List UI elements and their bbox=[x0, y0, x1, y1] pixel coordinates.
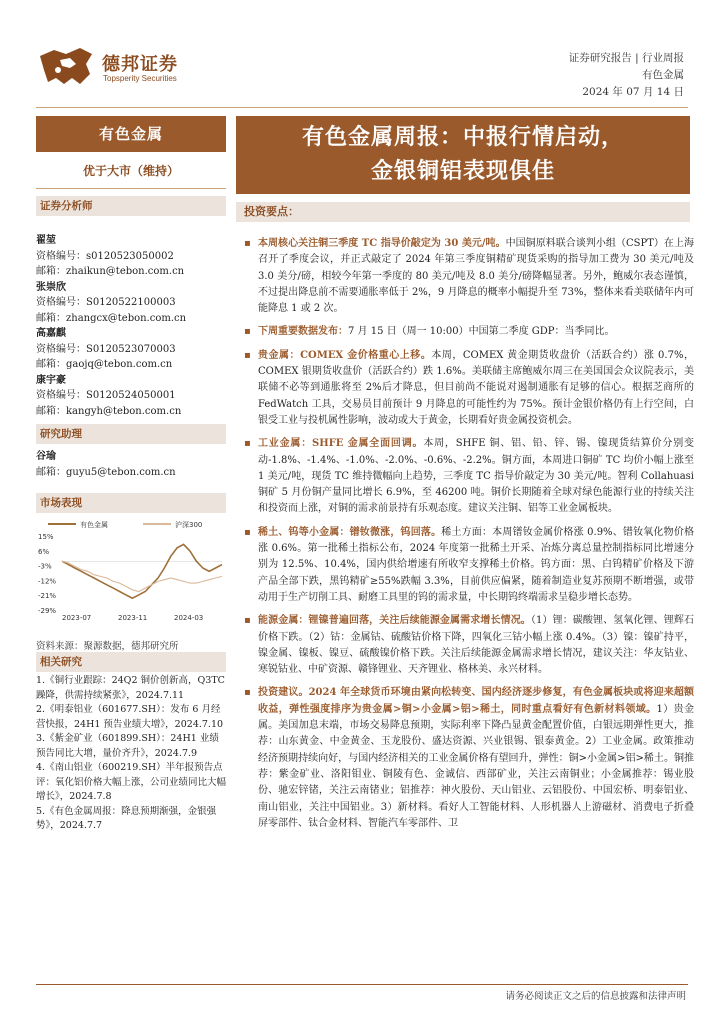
report-title bbox=[236, 116, 690, 194]
research-item[interactable]: 5.《有色金属周报：降息预期渐强，金银强势》，2024.7.7 bbox=[36, 805, 217, 831]
key-point-text: 1）贵金属。美国加息末端，市场交易降息预期，实际利率下降凸显黄金配置价值，白银远期弹性更大，推荐：山东黄金、中金黄金、玉龙股份、盛达资源、兴业银锡、银泰黄金。2）工业金属。政策推动经济预期持续向好，与国内经济相关的工业金属价格有望回升，弹性：铜>小金属>铝>稀土。铜推荐：紫金矿业、洛阳钼业、铜陵有色、金诚信、西部矿业，关注云南铜业；小金属推荐：锡业股份、驰宏锌锗，关注云南锗业；铝推荐：神火股份、天山铝业、云铝股份、中国宏桥、明泰铝业、南山铝业，关注中国铝业。3）新材料。看好人工智能材料、人形机器人上游磁材、消费电子折叠屏零部件、钛合金材料、智能汽车零部件、卫 bbox=[258, 703, 694, 829]
key-point-heading: 投资建议。2024 年全球货币环境由紧向松转变、国内经济逐步修复，有色金属板块或将迎来超额收益，弹性强度排序为贵金属>铜>小金属>铝>稀土，同时重点看好有色新材料领域。 bbox=[258, 687, 694, 715]
x-tick-label: 2023-11 bbox=[118, 614, 148, 622]
series-line bbox=[62, 561, 222, 591]
analyst-section-head: 证券分析师 bbox=[36, 196, 226, 216]
y-tick-label: 6% bbox=[38, 547, 50, 556]
analyst bbox=[36, 373, 228, 420]
related-research-list bbox=[36, 674, 228, 834]
key-point-text: （1）锂：碳酸锂、氢氧化锂、锂辉石价格下跌。（2）钴：金属钴、硫酸钴价格下降，四氧化三钴小幅上涨 0.4%。（3）镍：镍矿持平，镍金属、镍板、镍豆、硫酸镍价格下跌。关注后续能源金属需求增长情况，建议关注：华友钴业、寒锐钴业、中矿资源、赣锋锂业、天齐锂业、格林美、永兴材料。 bbox=[258, 615, 694, 676]
key-point-text: 本周，SHFE 铜、铝、铅、锌、锡、镍现货结算价分别变动-1.8%、-1.4%、-1.0%、-2.0%、-0.6%、-2.2%。铜方面，本周进口铜矿 TC 均价小幅上涨至 1 美元/吨，现货 TC 维持微幅向上趋势，三季度 TC 指导价敲定为 30 美元/吨。智利 Collahuasi 铜矿 5 月份铜产量同比增长 6.9%，至 46200 吨。铜价长期随着全球对绿色能源行业的持续关注和投资而上涨，对铜的需求前景持有乐观态度。建议关注铜、铝等工业金属板块。 bbox=[258, 438, 694, 515]
y-tick-label: -29% bbox=[38, 607, 57, 615]
legend-label: 有色金属 bbox=[80, 521, 108, 529]
footer-divider bbox=[36, 984, 688, 985]
key-point bbox=[244, 236, 694, 317]
brand-name-en: Topsperity Securities bbox=[103, 74, 177, 83]
key-point bbox=[244, 436, 694, 517]
analyst-name: 张崇欣 bbox=[36, 281, 66, 293]
analyst-name: 翟堃 bbox=[36, 235, 56, 246]
analyst-cert: 资格编号：S0120523070003 bbox=[36, 343, 176, 355]
analyst-email[interactable]: 邮箱：zhaikun@tebon.com.cn bbox=[36, 266, 185, 277]
title-line-2: 金银铜铝表现俱佳 bbox=[370, 158, 555, 184]
report-type: 证券研究报告 | 行业周报 bbox=[568, 52, 684, 64]
key-point bbox=[244, 348, 694, 429]
report-meta bbox=[569, 50, 684, 101]
disclaimer-note: 请务必阅读正文之后的信息披露和法律声明 bbox=[505, 991, 686, 1002]
y-tick-label: -12% bbox=[38, 577, 57, 586]
analyst-email[interactable]: 邮箱：zhangcx@tebon.com.cn bbox=[36, 312, 187, 324]
key-point-heading: 稀土、钨等小金属：镨钕微涨，钨回落。 bbox=[258, 526, 442, 538]
research-item[interactable]: 4.《南山铝业（600219.SH）半年报预告点评：氧化铝价格大幅上涨，公司业绩同比大幅增长》，2024.7.8 bbox=[36, 762, 227, 802]
brand-name-cn: 德邦证券 bbox=[102, 54, 178, 75]
key-point-text: 中国铜原料联合谈判小组（CSPT）在上海召开了季度会议，并正式敲定了 2024 年第三季度铜精矿现货采购的指导加工费为 30 美元/吨及 3.0 美分/磅，相较今年第一季度的 80 美元/吨及 8.0 美分/磅降幅显著。另外，鲍威尔表态谨慎，不过提出降息前不需要通胀率低于 2%，9 月降息的概率小幅提升至 73%，整体来看美联储年内可能降息 1 或 2 次。 bbox=[258, 238, 694, 315]
key-point bbox=[244, 613, 694, 678]
y-tick-label: 15% bbox=[38, 533, 54, 541]
analyst bbox=[36, 280, 228, 327]
analyst-email[interactable]: 邮箱：kangyh@tebon.com.cn bbox=[36, 405, 182, 417]
analyst-list bbox=[36, 233, 228, 419]
key-point-text: 7 月 15 日（周一 10:00）中国第二季度 GDP：当季同比。 bbox=[348, 326, 615, 338]
legend-label: 沪深300 bbox=[175, 521, 203, 529]
key-point-heading: 工业金属：SHFE 金属全面回调。 bbox=[258, 438, 424, 450]
bull-logo-icon bbox=[36, 44, 96, 88]
analyst-cert: 资格编号：S0120522100003 bbox=[36, 297, 176, 308]
key-point-heading: 本周核心关注铜三季度 TC 指导价敲定为 30 美元/吨。 bbox=[258, 238, 506, 249]
report-industry: 有色金属 bbox=[642, 69, 684, 81]
analyst-cert: 资格编号：s0120523050002 bbox=[36, 250, 174, 262]
x-tick-label: 2023-07 bbox=[62, 614, 92, 622]
assistant-name: 谷瑜 bbox=[36, 451, 56, 462]
y-tick-label: -21% bbox=[38, 592, 57, 601]
x-tick-label: 2024-03 bbox=[174, 614, 204, 622]
assistant-email[interactable]: 邮箱：guyu5@tebon.com.cn bbox=[36, 466, 176, 478]
key-point bbox=[244, 324, 694, 340]
title-line-1: 有色金属周报：中报行情启动， bbox=[301, 124, 624, 150]
key-point-heading: 能源金属：锂镍普遍回落，关注后续能源金属需求增长情况。 bbox=[258, 615, 531, 627]
report-date: 2024 年 07 月 14 日 bbox=[582, 86, 684, 98]
key-point-text: 稀土方面：本周镨钕金属价格涨 0.9%、镨钕氧化物价格涨 0.6%。第一批稀土指标公布，2024 年度第一批稀土开采、冶炼分离总量控制指标同比增速分别为 12.5%、10.4%，国内供给增速有所收窄支撑稀土价格。钨方面：黑、白钨精矿价格及下游产品全部下跌，黑钨精矿≥55%跌幅 3.3%，目前供应偏紧，随着制造业复苏预期不断增强，或带动用于生产切削工具、耐磨工具里的钨的需求量，中长期钨终端需求呈稳步增长态势。 bbox=[258, 526, 695, 603]
chart-source: 资料来源：聚源数据，德邦研究所 bbox=[36, 641, 179, 652]
analyst bbox=[36, 233, 228, 280]
market-performance-chart bbox=[36, 514, 228, 638]
analyst-cert: 资格编号：S0120524050001 bbox=[36, 390, 176, 401]
market-section-head: 市场表现 bbox=[36, 493, 226, 513]
assistant bbox=[36, 449, 228, 480]
key-points-head: 投资要点： bbox=[236, 202, 690, 222]
research-section-head: 相关研究 bbox=[36, 652, 226, 672]
key-point-heading: 下周重要数据发布： bbox=[258, 326, 348, 338]
company-logo bbox=[36, 44, 186, 92]
key-point bbox=[244, 685, 694, 832]
industry-banner: 有色金属 bbox=[36, 116, 226, 152]
analyst bbox=[36, 326, 228, 373]
key-point bbox=[244, 525, 694, 606]
assistant-section-head: 研究助理 bbox=[36, 424, 226, 444]
analyst-email[interactable]: 邮箱：gaojq@tebon.com.cn bbox=[36, 359, 173, 370]
research-item[interactable]: 3.《紫金矿业（601899.SH）：24H1 业绩预告同比大增，量价齐升》，2024.7.9 bbox=[36, 733, 219, 759]
key-point-heading: 贵金属：COMEX 金价格重心上移。 bbox=[258, 349, 432, 361]
rating-label: 优于大市（维持） bbox=[82, 164, 179, 178]
analyst-name: 康宇豪 bbox=[36, 374, 66, 386]
key-points bbox=[244, 236, 694, 839]
analyst-name: 高嘉麒 bbox=[36, 328, 66, 339]
y-tick-label: -3% bbox=[38, 562, 52, 571]
research-item[interactable]: 2.《明泰铝业（601677.SH）：发布 6 月经营快报，24H1 预告业绩大增》，2024.7.10 bbox=[36, 704, 224, 730]
key-point-text: 本周，COMEX 黄金期货收盘价（活跃合约）涨 0.7%， COMEX 银期货收盘价（活跃合约）跌 1.6%。美联储主席鲍威尔周三在美国国会众议院表示，美联储不必等到通胀将至 2%后才降息，但目前尚不能说对遏制通胀有足够的信心。根据芝商所的 FedWatch 工具，交易员目前预计 9 月降息的可能性约为 75%。预计金银价格仍有上行空间，白银受工业与投机属性影响，波动或大于黄金，长期看好贵金属投资机会。 bbox=[258, 349, 694, 426]
header-divider bbox=[36, 107, 688, 108]
rating-divider bbox=[36, 188, 226, 189]
research-item[interactable]: 1.《铜行业跟踪：24Q2 铜价创新高，Q3TC 躁降，供需持续紧张》，2024.7.11 bbox=[36, 675, 225, 701]
